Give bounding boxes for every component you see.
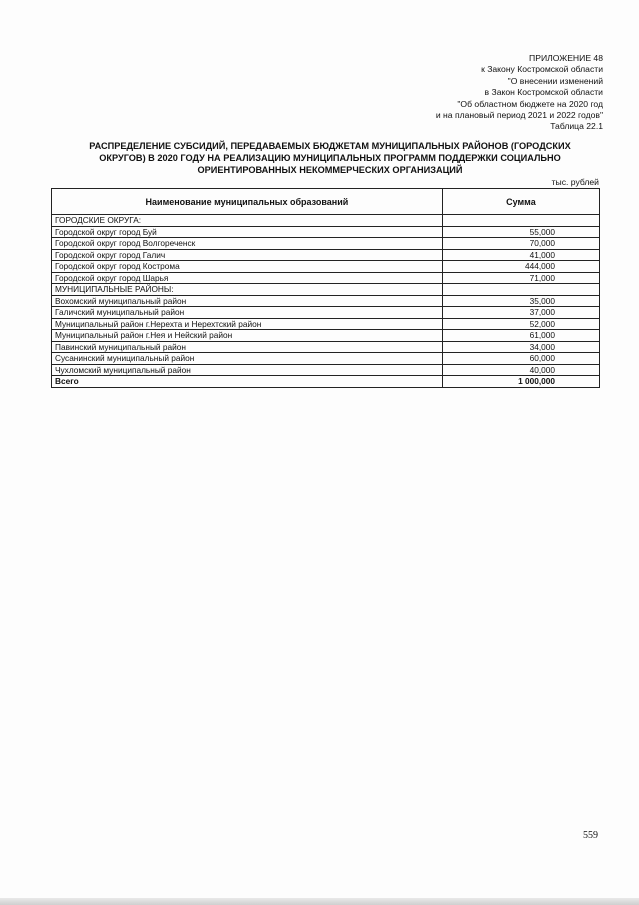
- header-line: и на плановый период 2021 и 2022 годов": [435, 110, 603, 121]
- header-line: к Закону Костромской области: [481, 64, 603, 75]
- total-label: Всего: [52, 376, 443, 388]
- appendix-header-note: [436, 53, 603, 133]
- row-name: Городской округ город Буй: [52, 226, 443, 238]
- row-sum: 35,000: [442, 295, 599, 307]
- row-sum: 444,000: [442, 261, 599, 273]
- page-number: 559: [583, 830, 598, 841]
- row-name: Вохомский муниципальный район: [52, 295, 443, 307]
- title-line: РАСПРЕДЕЛЕНИЕ СУБСИДИЙ, ПЕРЕДАВАЕМЫХ БЮДЖЕТАМ МУНИЦИПАЛЬНЫХ РАЙОНОВ (ГОРОДСКИХ: [89, 141, 571, 151]
- column-header-sum: Сумма: [442, 189, 599, 215]
- row-sum: 40,000: [442, 364, 599, 376]
- row-name: МУНИЦИПАЛЬНЫЕ РАЙОНЫ:: [52, 284, 443, 296]
- table-row: [52, 295, 600, 307]
- title-line: ОРИЕНТИРОВАННЫХ НЕКОММЕРЧЕСКИХ ОРГАНИЗАЦИЙ: [197, 164, 463, 175]
- table-row: [52, 307, 600, 319]
- row-sum: 41,000: [442, 249, 599, 261]
- header-line: "О внесении изменений: [507, 75, 603, 86]
- row-sum: 70,000: [442, 238, 599, 250]
- table-header-row: [52, 189, 600, 215]
- row-name: Городской округ город Шарья: [52, 272, 443, 284]
- header-line: в Закон Костромской области: [484, 87, 603, 98]
- row-sum: [442, 215, 599, 227]
- unit-label: тыс. рублей: [551, 177, 599, 187]
- header-line: "Об областном бюджете на 2020 год: [457, 98, 603, 109]
- table-row: [52, 226, 600, 238]
- header-line: ПРИЛОЖЕНИЕ 48: [529, 53, 603, 63]
- table-row-section: [52, 215, 600, 227]
- row-name: Городской округ город Галич: [52, 249, 443, 261]
- row-sum: 52,000: [442, 318, 599, 330]
- row-sum: 34,000: [442, 341, 599, 353]
- table-row: [52, 364, 600, 376]
- table-row: [52, 330, 600, 342]
- row-name: Галичский муниципальный район: [52, 307, 443, 319]
- total-sum: 1 000,000: [442, 376, 599, 388]
- row-name: Муниципальный район г.Нерехта и Нерехтский район: [52, 318, 443, 330]
- table-number: Таблица 22.1: [550, 121, 603, 132]
- scan-edge: [0, 898, 639, 905]
- table-row-section: [52, 284, 600, 296]
- row-sum: 71,000: [442, 272, 599, 284]
- row-name: Городской округ город Волгореченск: [52, 238, 443, 250]
- row-name: Городской округ город Кострома: [52, 261, 443, 273]
- row-sum: 37,000: [442, 307, 599, 319]
- row-sum: 61,000: [442, 330, 599, 342]
- row-sum: [442, 284, 599, 296]
- table-row: [52, 272, 600, 284]
- table-row: [52, 353, 600, 365]
- row-sum: 60,000: [442, 353, 599, 365]
- table-row: [52, 249, 600, 261]
- column-header-name: Наименование муниципальных образований: [52, 189, 443, 215]
- document-title: [60, 141, 600, 176]
- title-line: ОКРУГОВ) В 2020 ГОДУ НА РЕАЛИЗАЦИЮ МУНИЦИПАЛЬНЫХ ПРОГРАММ ПОДДЕРЖКИ СОЦИАЛЬНО: [99, 152, 561, 163]
- table-row: [52, 318, 600, 330]
- row-name: ГОРОДСКИЕ ОКРУГА:: [52, 215, 443, 227]
- row-name: Муниципальный район г.Нея и Нейский район: [52, 330, 443, 342]
- table-total-row: [52, 376, 600, 388]
- row-name: Сусанинский муниципальный район: [52, 353, 443, 365]
- row-name: Павинский муниципальный район: [52, 341, 443, 353]
- table-row: [52, 238, 600, 250]
- table-row: [52, 261, 600, 273]
- subsidy-table: [51, 188, 600, 388]
- row-sum: 55,000: [442, 226, 599, 238]
- row-name: Чухломский муниципальный район: [52, 364, 443, 376]
- table-row: [52, 341, 600, 353]
